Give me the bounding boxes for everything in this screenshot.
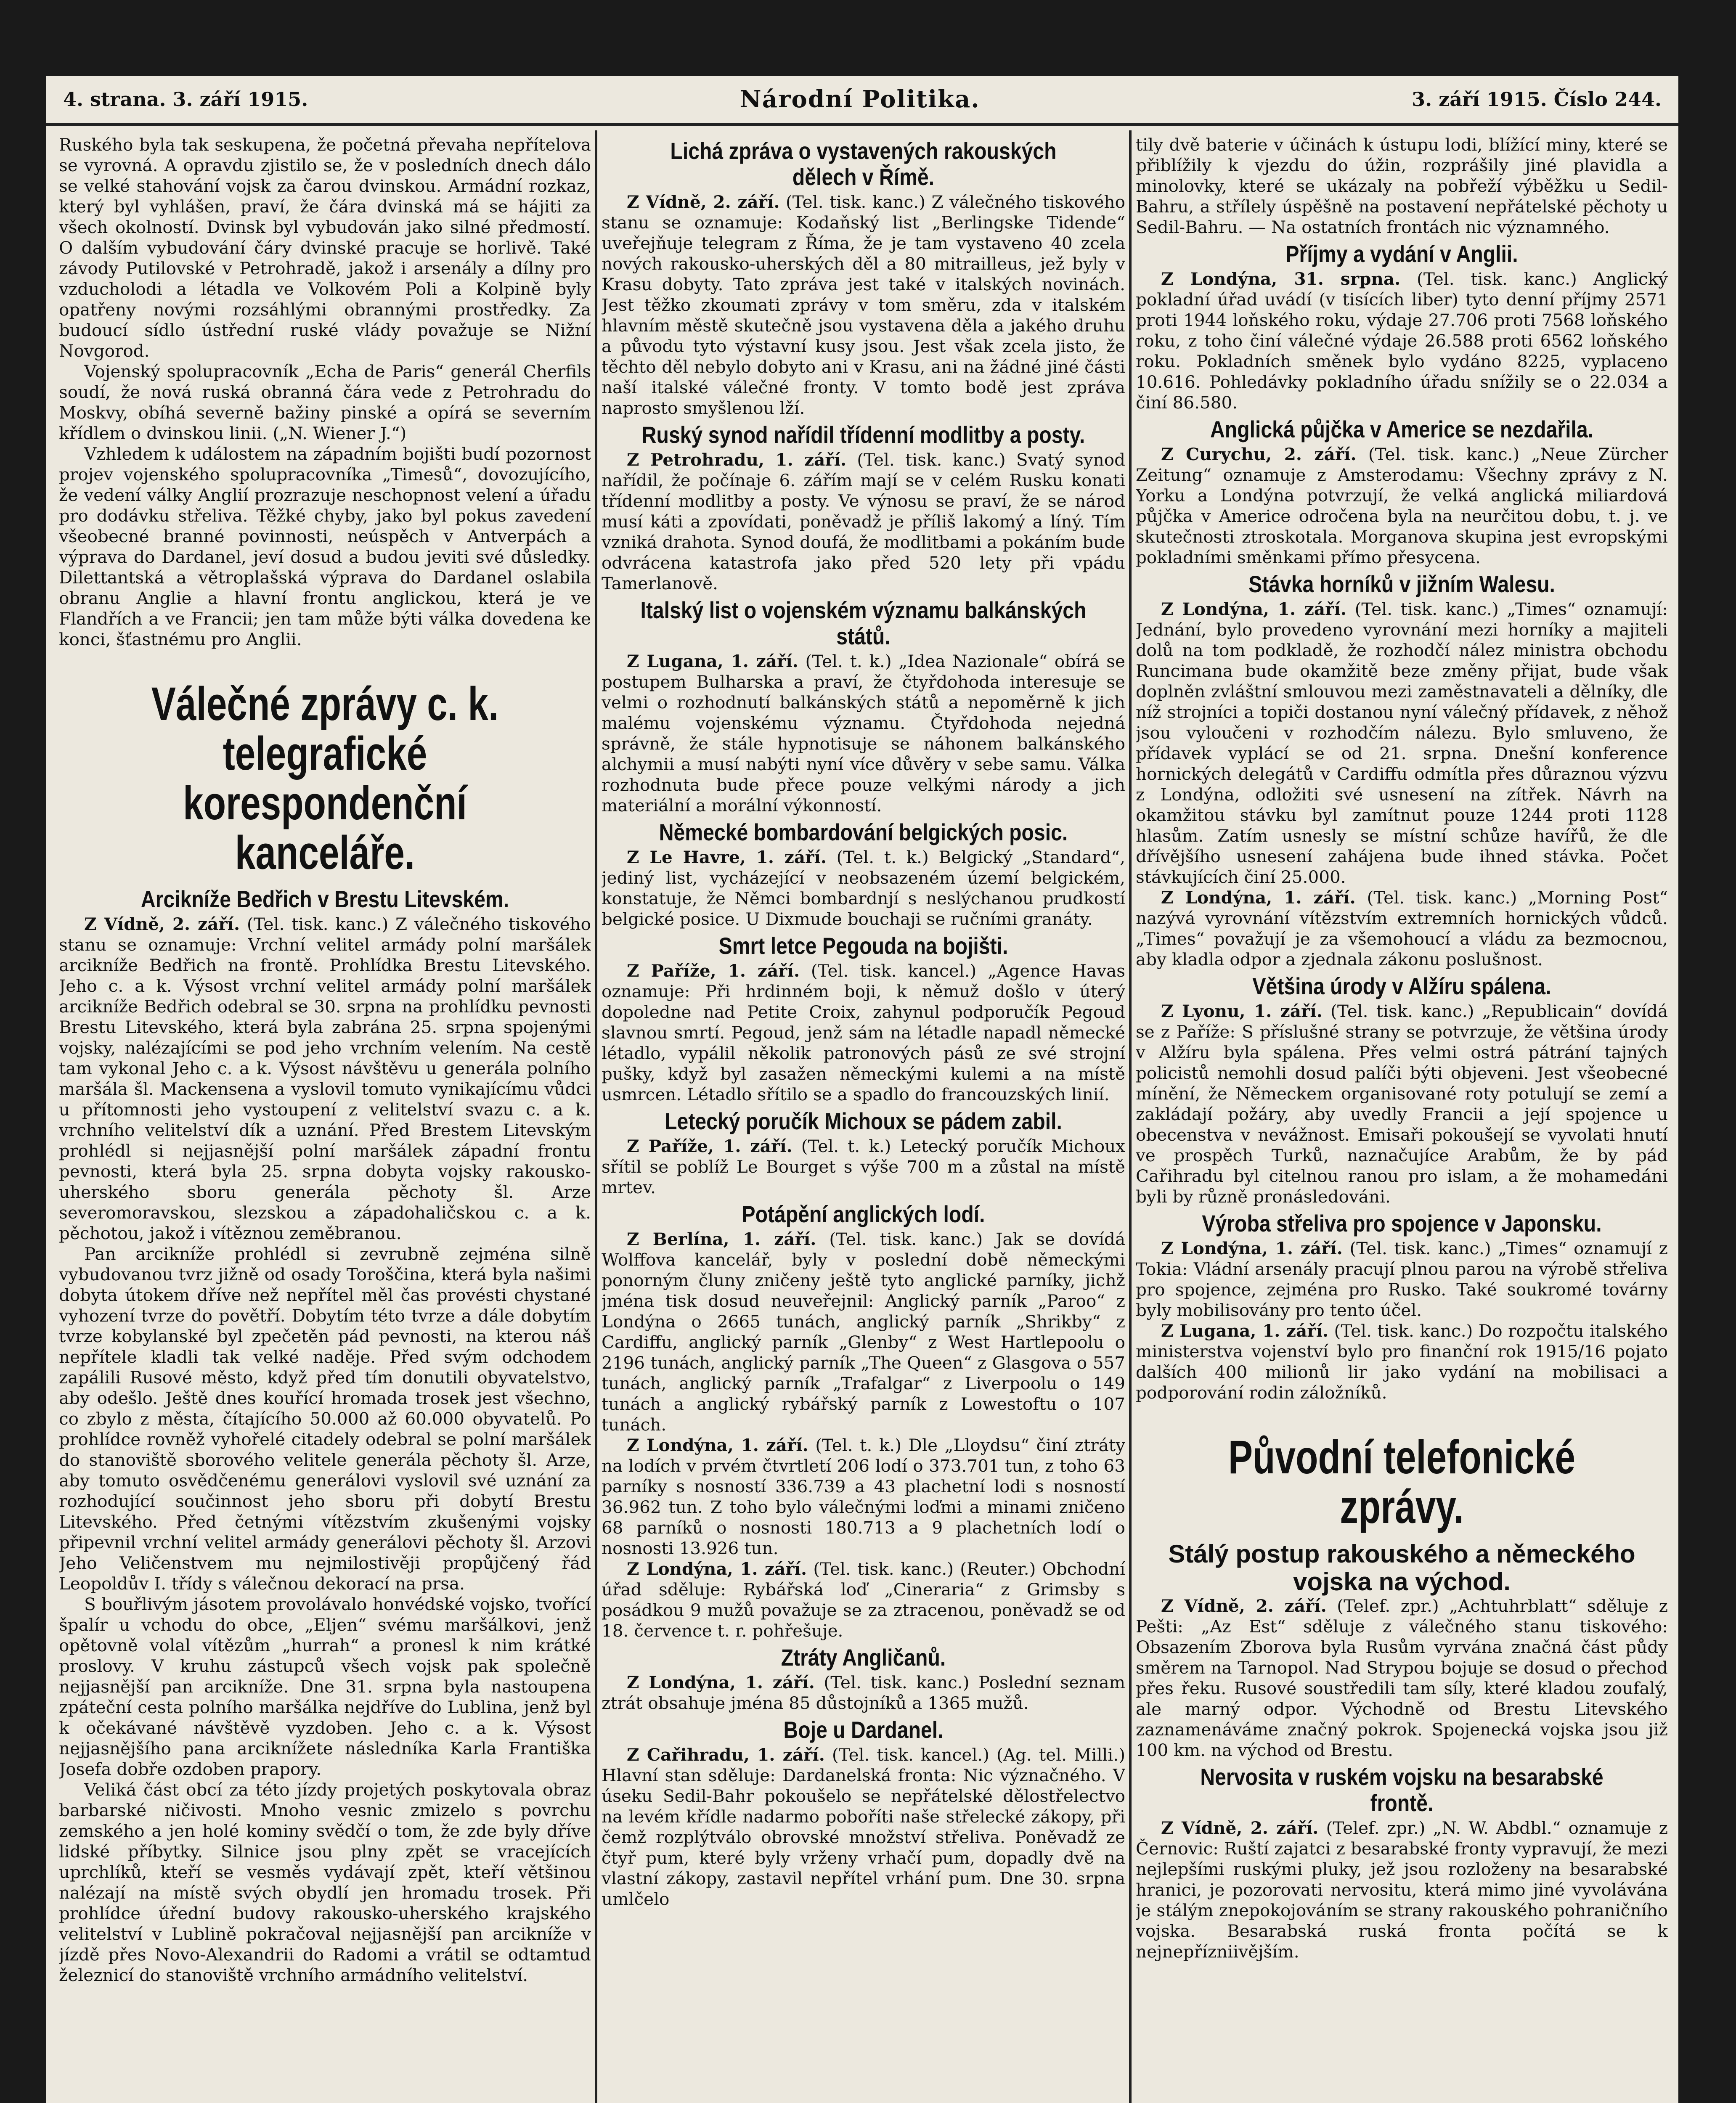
article-headline: Italský list o vojenském významu balkánských států.	[640, 597, 1087, 649]
article-text: (Telef. zpr.) „N. W. Abdbl.“ oznamuje z Černovic: Ruští zajatci z besarabské fronty vypravují, že mezi nejlepšími ruskými pluky, jež jsou rozloženy na besarabské hranici, je pozorovati nervositu, která mimo jiné vyvolávána je stálým znepokojováním se strany rakouského pohraničního vojska. Besarabská ruská fronta počítá se k nejnepřízniivějším.	[1136, 1818, 1668, 1962]
article-headline: Nervosita v ruském vojsku na besarabské frontě.	[1200, 1764, 1603, 1816]
header-left: 4. strana. 3. září 1915.	[63, 88, 308, 111]
article-text: (Tel. tisk. kanc.) Z válečného tiskového stanu se oznamuje: Vrchní velitel armády polní maršálek arcikníže Bedřich na frontě. Prohlídka Brestu Litevského. Jeho c. a k. Výsost vrchní velitel armády polní maršálek arcikníže Bedřich odebral se 30. srpna na prohlídku pevnosti Brestu Litevského, která byla zabrána 25. srpna spojenými vojsky, nalézajícími se pod jeho vrchním velením. Na cestě tam vykonal Jeho c. a k. Výsost návštěvu u generála polního maršála šl. Mackensena a vyslovil tomuto vynikajícímu vůdci u přítomnosti jeho vystoupení z velitelství svazu c. a k. vrchního velitelství dík a uznání. Před Brestem Litevským prohlédl si nejjasnější polní maršálek západní frontu pevnosti, která byla 25. srpna dobyta vojsky rakousko-uherského sboru generála pěchoty šl. Arze severomoravskou, slezskou a západohaličskou c. a k. pěchotou, jakož i vítěznou zeměbranou.	[59, 914, 591, 1243]
article-text: (Tel. tisk. kanc.) Z válečného tiskového stanu se oznamuje: Kodaňský list „Berlingske Tidende“ uveřejňuje telegram z Říma, že je tam vystaveno 40 zcela nových rakousko-uherských děl a 80 mitrailleus, jež byly v Krasu dobyty. Tato zpráva jest také v italských novinách. Jest těžko zkoumati zprávy v tom směru, zda v italském hlavním městě skutečně jsou vystavena děla a jakého druhu a původu tyto výstavní kusy jsou. Jest však zcela jisto, že těchto děl nebylo dobyto ani v Krasu, ani na žádné jiné části naší italské válečné fronty. V tomto bodě jest zpráva naprosto smyšlenou lží.	[602, 192, 1125, 418]
newspaper-page	[46, 76, 1678, 2103]
article-text: (Tel. tisk. kanc.) Anglický pokladní úřad uvádí (v tisících liber) tyto denní příjmy 2571 proti 1944 loňského roku, výdaje 27.706 proti 7568 loňského roku, z toho činí válečné výdaje 26.588 proti 6562 loňského roku. Pokladních směnek bylo vydáno 8225, vyplaceno 10.616. Pohledávky pokladního úřadu snížily se o 22.034 a činí 86.580.	[1136, 269, 1668, 413]
dateline: Z Lugana, 1. září.	[1161, 1321, 1329, 1341]
section-banner: Válečné zprávy c. k. telegrafické korespondenční kanceláře.	[151, 678, 499, 879]
dateline: Z Petrohradu, 1. září.	[627, 450, 847, 470]
article-text: (Tel. tisk. kanc.) „Neue Zürcher Zeitung“ oznamuje z Amsterodamu: Všechny zprávy z N. Yorku a Londýna potvrzují, že velká anglická miliardová půjčka v Americe odročena byla na neurčitou dobu, t. j. ve skutečnosti ztroskotala. Morganova skupina jest evropskými pokladními směnkami přímo přesycena.	[1136, 444, 1668, 567]
article-paragraph: tily dvě baterie v účinách k ústupu lodi, blížící miny, které se přiblížily k vjezdu do úžin, rozprášily jiné plavidla a minolovky, které se ukázaly na pobřeží výběžku u Sedil-Bahru, a střílely úspěšně na postavení nepřátelské pěchoty u Sedil-Bahru. — Na ostatních frontách nic významného.	[1136, 135, 1668, 237]
article-text: (Tel. tisk. kanc.) „Republicain“ dovídá se z Paříže: S příslušné strany se potvrzuje, že většina úrody v Alžíru byla spálena. Přes velmi ostrá pátrání tajných policistů nemohli dosud palíči býti objeveni. Jest všeobecné mínění, že Německem organisované roty potulují se zemí a zakládají požáry, aby uvedly Francii a její spojence u obecenstva v nevážnost. Emisaři pokoušejí se vyvolati hnutí ve prospěch Turků, naznačujíce Arabům, že by pád Cařihradu byl citelnou ranou pro islam, a že mohamedáni byli by různě pronásledováni.	[1136, 1001, 1668, 1207]
column-rule-2	[1129, 130, 1132, 2103]
dateline: Z Londýna, 1. září.	[627, 1435, 808, 1455]
article-text: (Tel. tisk. kanc.) Do rozpočtu italského ministerstva vojenství bylo pro finanční rok 1915/16 pojato dalších 400 milionů lir jako vydání na mobilisaci a podporování rodin záložníků.	[1136, 1321, 1668, 1403]
article-text: (Tel. tisk. kanc.) Jak se dovídá Wolffova kancelář, byly v poslední době německými ponorným čluny zničeny ještě tyto anglické parníky, jichž jména tisk dosud neuveřejnil: Anglický parník „Paroo“ z Londýna o 2665 tunách, anglický parník „Shrikby“ z Cardiffu, anglický parník „Glenby“ z West Hartlepoolu o 2196 tunách, anglický parník „The Queen“ z Glasgova o 557 tunách, anglický parník „Trafalgar“ z Liverpoolu o 149 tunách a anglický rybářský parník z Lowestoftu o 107 tunách.	[602, 1229, 1125, 1435]
article-subheadline: Stálý postup rakouského a německého vojska na východ.	[1168, 1540, 1635, 1596]
article-headline: Boje u Dardanel.	[783, 1716, 944, 1743]
column-1	[59, 135, 591, 2103]
article-paragraph: Vojenský spolupracovník „Echa de Paris“ generál Cherfils soudí, že nová ruská obranná čára vede z Petrohradu do Moskvy, obíhá severně bažiny pinské a opírá se severním křídlem o dvinskou linii. („N. Wiener J.“)	[59, 361, 591, 443]
dateline: Z Cařihradu, 1. září.	[627, 1745, 825, 1765]
article-text: (Tel. tisk. kancel.) „Agence Havas oznamuje: Při hrdinném boji, k němuž došlo v úterý dopoledne nad Petite Croix, zahynul podporučík Pegoud slavnou smrtí. Pegoud, jenž sám na létadle napadl německé létadlo, vypálil několik patronových pásů ze své strojní pušky, když byl zasažen německými kulemi a na místě usmrcen. Létadlo sřítilo se a spadlo do francouzských linií.	[602, 961, 1125, 1104]
column-rule-1	[595, 130, 597, 2103]
article-text: (Tel. tisk. kanc.) „Morning Post“ nazývá vyrovnání vítězstvím extremních hornických vůdců. „Times“ považují je za všemohoucí a vládu za bezmocnou, aby kladla odpor a zjednala zákonu poslušnost.	[1136, 887, 1668, 969]
article-text: (Tel. tisk. kanc.) „Times“ oznamují: Jednání, bylo provedeno vyrovnání mezi horníky a majiteli dolů na tom podkladě, že rozhodčí nález ministra obchodu Runcimana bude okamžitě beze změny přijat, bude však doplněn zvláštní smlouvou mezi zaměstnavateli a dělníky, dle níž strojníci a topiči dostanou nyní válečný přídavek, z něhož jsou vyloučeni v rozhodčím nálezu. Bylo smluveno, že přídavek vyplácí se od 21. srpna. Dnešní konference hornických delegátů v Cardiffu odmítla přes důraznou výzvu z Londýna, odložiti své usnesení na zítřek. Návrh na okamžitou stávku byl zamítnut pouze 1244 proti 1128 hlasům. Zatím usnesly se místní schůze havířů, že dle dřívějšího usnesení zahájena bude ihned stávka. Počet stávkujících činí 25.000.	[1136, 599, 1668, 887]
dateline: Z Lugana, 1. září.	[627, 651, 798, 671]
article-headline: Ruský synod nařídil třídenní modlitby a posty.	[641, 421, 1085, 448]
article-text: (Tel. tisk. kanc.) „Times“ oznamují z Tokia: Vládní arsenály pracují plnou parou na výrobě střeliva pro spojence, zejména pro Rusko. Také soukromé továrny byly mobilisovány pro tento účel.	[1136, 1238, 1668, 1320]
article-paragraph: Pan arcikníže prohlédl si zevrubně zejména silně vybudovanou tvrz jižně od osady Toroščina, která byla našimi dobyta útokem dříve než nepřítel měl čas provésti chystané vyhození tvrze do povětří. Dobytím této tvrze a dále dobytím tvrze kobylanské byl zpečetěn pád pevnosti, na kterou náš nepřítele kladli tak velké naděje. Před svým odchodem zapálili Rusové město, když před tím donutili obyvatelstvo, aby odešlo. Ještě dnes kouřící hromada trosek jest všechno, co zbylo z města, čítajícího 50.000 až 60.000 obyvatelů. Po prohlídce rovněž vyhořelé citadely odebral se polní maršálek do stanoviště sborového velitele generála pěchoty šl. Arze, aby tomuto osvědčenému generálovi vyslovil své uznání za rozhodující součinnost jeho sboru při dobytí Brestu Litevského. Před četnými vítězstvím zkušenými vojsky připevnil vrchní velitel armády generálovi pěchoty šl. Arzovi Jeho Veličenstvem mu nejmilostivěji propůjčený řád Leopoldův I. třídy s válečnou dekorací na prsa.	[59, 1244, 591, 1594]
article-paragraph: Vzhledem k událostem na západním bojišti budí pozornost projev vojenského spolupracovníka „Timesů“, dovozujícího, že vedení války Anglií prozrazuje neschopnost velení a úřadu pro dodávku střeliva. Těžké chyby, jako byl pokus zavedení všeobecné branné povinnosti, neúspěch v Antverpách a výprava do Dardanel, jeví dosud a budou jeviti své důsledky. Dilettantská a větroplašská výprava do Dardanel oslabila obranu Anglie a hlavní frontu anglickou, která je ve Flandřích a ve Francii; jen tam může býti válka dovedena ke konci, šťastnému pro Anglii.	[59, 444, 591, 649]
article-headline: Ztráty Angličanů.	[781, 1644, 946, 1671]
dateline: Z Vídně, 2. září.	[1161, 1818, 1319, 1838]
dateline: Z Londýna, 1. září.	[1161, 887, 1356, 908]
dateline: Z Londýna, 1. září.	[627, 1559, 807, 1579]
dateline: Z Vídně, 2. září.	[627, 192, 780, 212]
article-text: (Tel. tisk. kancel.) (Ag. tel. Milli.) Hlavní stan sděluje: Dardanelská fronta: Nic význačného. V úseku Sedil-Bahr pokoušelo se nepřátelské dělostřelectvo na levém křídle nadarmo poboříti naše střelecké zákopy, při čemž rozplýtválo obrovské množství střeliva. Poněvadž ze čtyř pum, které byly vrženy vrhačí pum, dopadly dvě na vlastní zákopy, zastavil nepřítel vrhání pum. Dne 30. srpna umlčelo	[602, 1745, 1125, 1909]
header-right: 3. září 1915. Číslo 244.	[1412, 88, 1662, 111]
article-text: (Tel. tisk. kanc.) (Reuter.) Obchodní úřad sděluje: Rybářská loď „Cineraria“ z Grimsby s posádkou 9 mužů považuje se za ztracenou, poněvadž se od 18. července t. r. pohřešuje.	[602, 1559, 1125, 1641]
dateline: Z Curychu, 2. září.	[1161, 444, 1357, 464]
dateline: Z Vídně, 2. září.	[1161, 1596, 1327, 1616]
dateline: Z Londýna, 31. srpna.	[1161, 269, 1401, 289]
article-headline: Lichá zpráva o vystavených rakouských dělech v Římě.	[670, 138, 1057, 190]
dateline: Z Le Havre, 1. září.	[627, 847, 827, 867]
article-headline: Stávka horníků v jižním Walesu.	[1248, 571, 1555, 597]
article-headline: Smrt letce Pegouda na bojišti.	[718, 932, 1008, 959]
article-headline: Německé bombardování belgických posic.	[659, 819, 1068, 845]
dateline: Z Londýna, 1. září.	[627, 1672, 815, 1692]
article-text: (Telef. zpr.) „Achtuhrblatt“ sděluje z Pešti: „Az Est“ sděluje z válečného stanu tiskového: Obsazením Zborova byla Rusům vyrvána značná část půdy směrem na Tarnopol. Nad Strypou bojuje se dosud o přechod přes řeku. Rusové soustředili tam síly, které kladou zoufalý, ale marný odpor. Východně od Brestu Litevského zaznamenáváme značný pokrok. Spojenecká vojska jsou již 100 km. na východ od Brestu.	[1136, 1596, 1668, 1760]
dateline: Z Vídně, 2. září.	[84, 914, 240, 934]
article-paragraph: S bouřlivým jásotem provolávalo honvédské vojsko, tvořící špalír u vchodu do obce, „Eljen“ svému maršálkovi, jenž opětovně volal vítězům „hurrah“ a pronesl k nim krátké proslovy. V kruhu zástupců všech vojsk pak společně nejjasnější pan arcikníže. Dne 31. srpna byla nastoupena zpáteční cesta polního maršálka nejdříve do Lublina, jenž byl k očekávané návštěvě vyzdoben. Jeho c. a k. Výsost nejjasnějšího pana arciknížete následníka Karla Františka Josefa dobře ozdoben prapory.	[59, 1594, 591, 1779]
dateline: Z Berlína, 1. září.	[627, 1229, 816, 1249]
article-headline: Anglická půjčka v Americe se nezdařila.	[1210, 416, 1593, 442]
column-2	[602, 135, 1125, 2103]
article-paragraph: Ruského byla tak seskupena, že početná převaha nepřítelova se vyrovná. A opravdu zjistilo se, že v posledních dnech dálo se velké stahování vojsk za čarou dvinskou. Armádní rozkaz, který byl vyhlášen, praví, že čára dvinská má se hájiti za všech okolností. Dvinsk byl vybudován jako silné předmostí. O dalším vybudování čáry dvinské pracuje se horlivě. Také závody Putilovské v Petrohradě, jakož i arsenály a dílny pro vzducholodi a létadla ve Volkovém Poli a Kolpině byly opatřeny novými rozsáhlými obrannými prostředky. Za budoucí sídlo ústřední ruské vlády považuje se Nižní Novgorod.	[59, 135, 591, 361]
dateline: Z Paříže, 1. září.	[627, 961, 800, 981]
article-text: (Tel. t. k.) Letecký poručík Michoux sřítil se poblíž Le Bourget s výše 700 m a zůstal na místě mrtev.	[602, 1136, 1125, 1197]
dateline: Z Londýna, 1. září.	[1161, 1238, 1343, 1258]
article-headline: Příjmy a vydání v Anglii.	[1285, 241, 1518, 267]
article-headline: Arcikníže Bedřich v Brestu Litevském.	[140, 886, 509, 912]
article-text: (Tel. t. k.) „Idea Nazionale“ obírá se postupem Bulharska a praví, že čtyřdohoda interesuje se velmi o rozhodnutí balkánských států a nepoměrně k jich malému vojenskému významu. Čtyřdohoda nejedná správně, že stále hypnotisuje se náhonem balkánského alchymii a musí nabýti nyní více důvěry v sebe samu. Válka rozhodnuta bude přece pouze velkými národy a jich materiální a morální výkonností.	[602, 651, 1125, 816]
article-paragraph: Veliká část obcí za této jízdy projetých poskytovala obraz barbarské ničivosti. Mnoho vesnic zmizelo s povrchu zemského a jen holé kominy svědčí o tom, že zde byly dříve lidské příbytky. Silnice jsou plny zpět se vracejících uprchlíků, kteří se vesměs vydávají zpět, kteří většinou nalézají na místě svých obydlí jen hromadu trosek. Při prohlídce úřední budovy rakousko-uherského krajského velitelství v Lublině pokračoval nejjasnější pan arcikníže v jízdě přes Novo-Alexandrii do Radomi a vrátil se odtamtud železnicí do stanoviště vrchního armádního velitelství.	[59, 1780, 591, 1985]
article-headline: Většina úrody v Alžíru spálena.	[1252, 973, 1551, 999]
article-text: (Tel. tisk. kanc.) Svatý synod nařídil, že počínaje 6. zářím mají se v celém Rusku konati třídenní modlitby a posty. Ve výnosu se praví, že se národ musí káti a zpovídati, poněvadž je příliš lakomý a líný. Tím vzniká drahota. Synod doufá, že modlitbami a pokáním bude odvrácena katastrofa jako před 520 lety při vpádu Tamerlanově.	[602, 450, 1125, 593]
section-banner: Původní telefonické zprávy.	[1228, 1431, 1576, 1533]
dateline: Z Londýna, 1. září.	[1161, 599, 1346, 619]
column-3	[1136, 135, 1668, 2103]
dateline: Z Paříže, 1. září.	[627, 1136, 792, 1156]
article-headline: Výroba střeliva pro spojence v Japonsku.	[1202, 1210, 1602, 1237]
article-headline: Potápění anglických lodí.	[742, 1201, 985, 1227]
page-header	[46, 76, 1678, 126]
article-text: (Tel. tisk. kanc.) Poslední seznam ztrát obsahuje jména 85 důstojníků a 1365 mužů.	[602, 1672, 1125, 1713]
article-headline: Letecký poručík Michoux se pádem zabil.	[665, 1108, 1062, 1134]
article-text: (Tel. t. k.) Dle „Lloydsu“ činí ztráty na lodích v prvém čtvrtletí 206 lodí o 373.701 tun, z toho 63 parníky s nosností 336.739 a 43 plachetní lodi s nosností 36.962 tun. Z toho bylo válečnými loďmi a minami zničeno 68 parníků o nosnosti 180.713 a 9 plachetních lodí o nosnosti 13.926 tun.	[602, 1435, 1125, 1558]
masthead-title: Národní Politika.	[739, 85, 980, 113]
article-text: (Tel. t. k.) Belgický „Standard“, jediný list, vycházející v neobsazeném území belgickém, konstatuje, že Němci bombardnjí s neslýchanou prudkostí belgické posice. U Dixmude bouchaji se ručními granáty.	[602, 847, 1125, 929]
dateline: Z Lyonu, 1. září.	[1161, 1001, 1323, 1021]
